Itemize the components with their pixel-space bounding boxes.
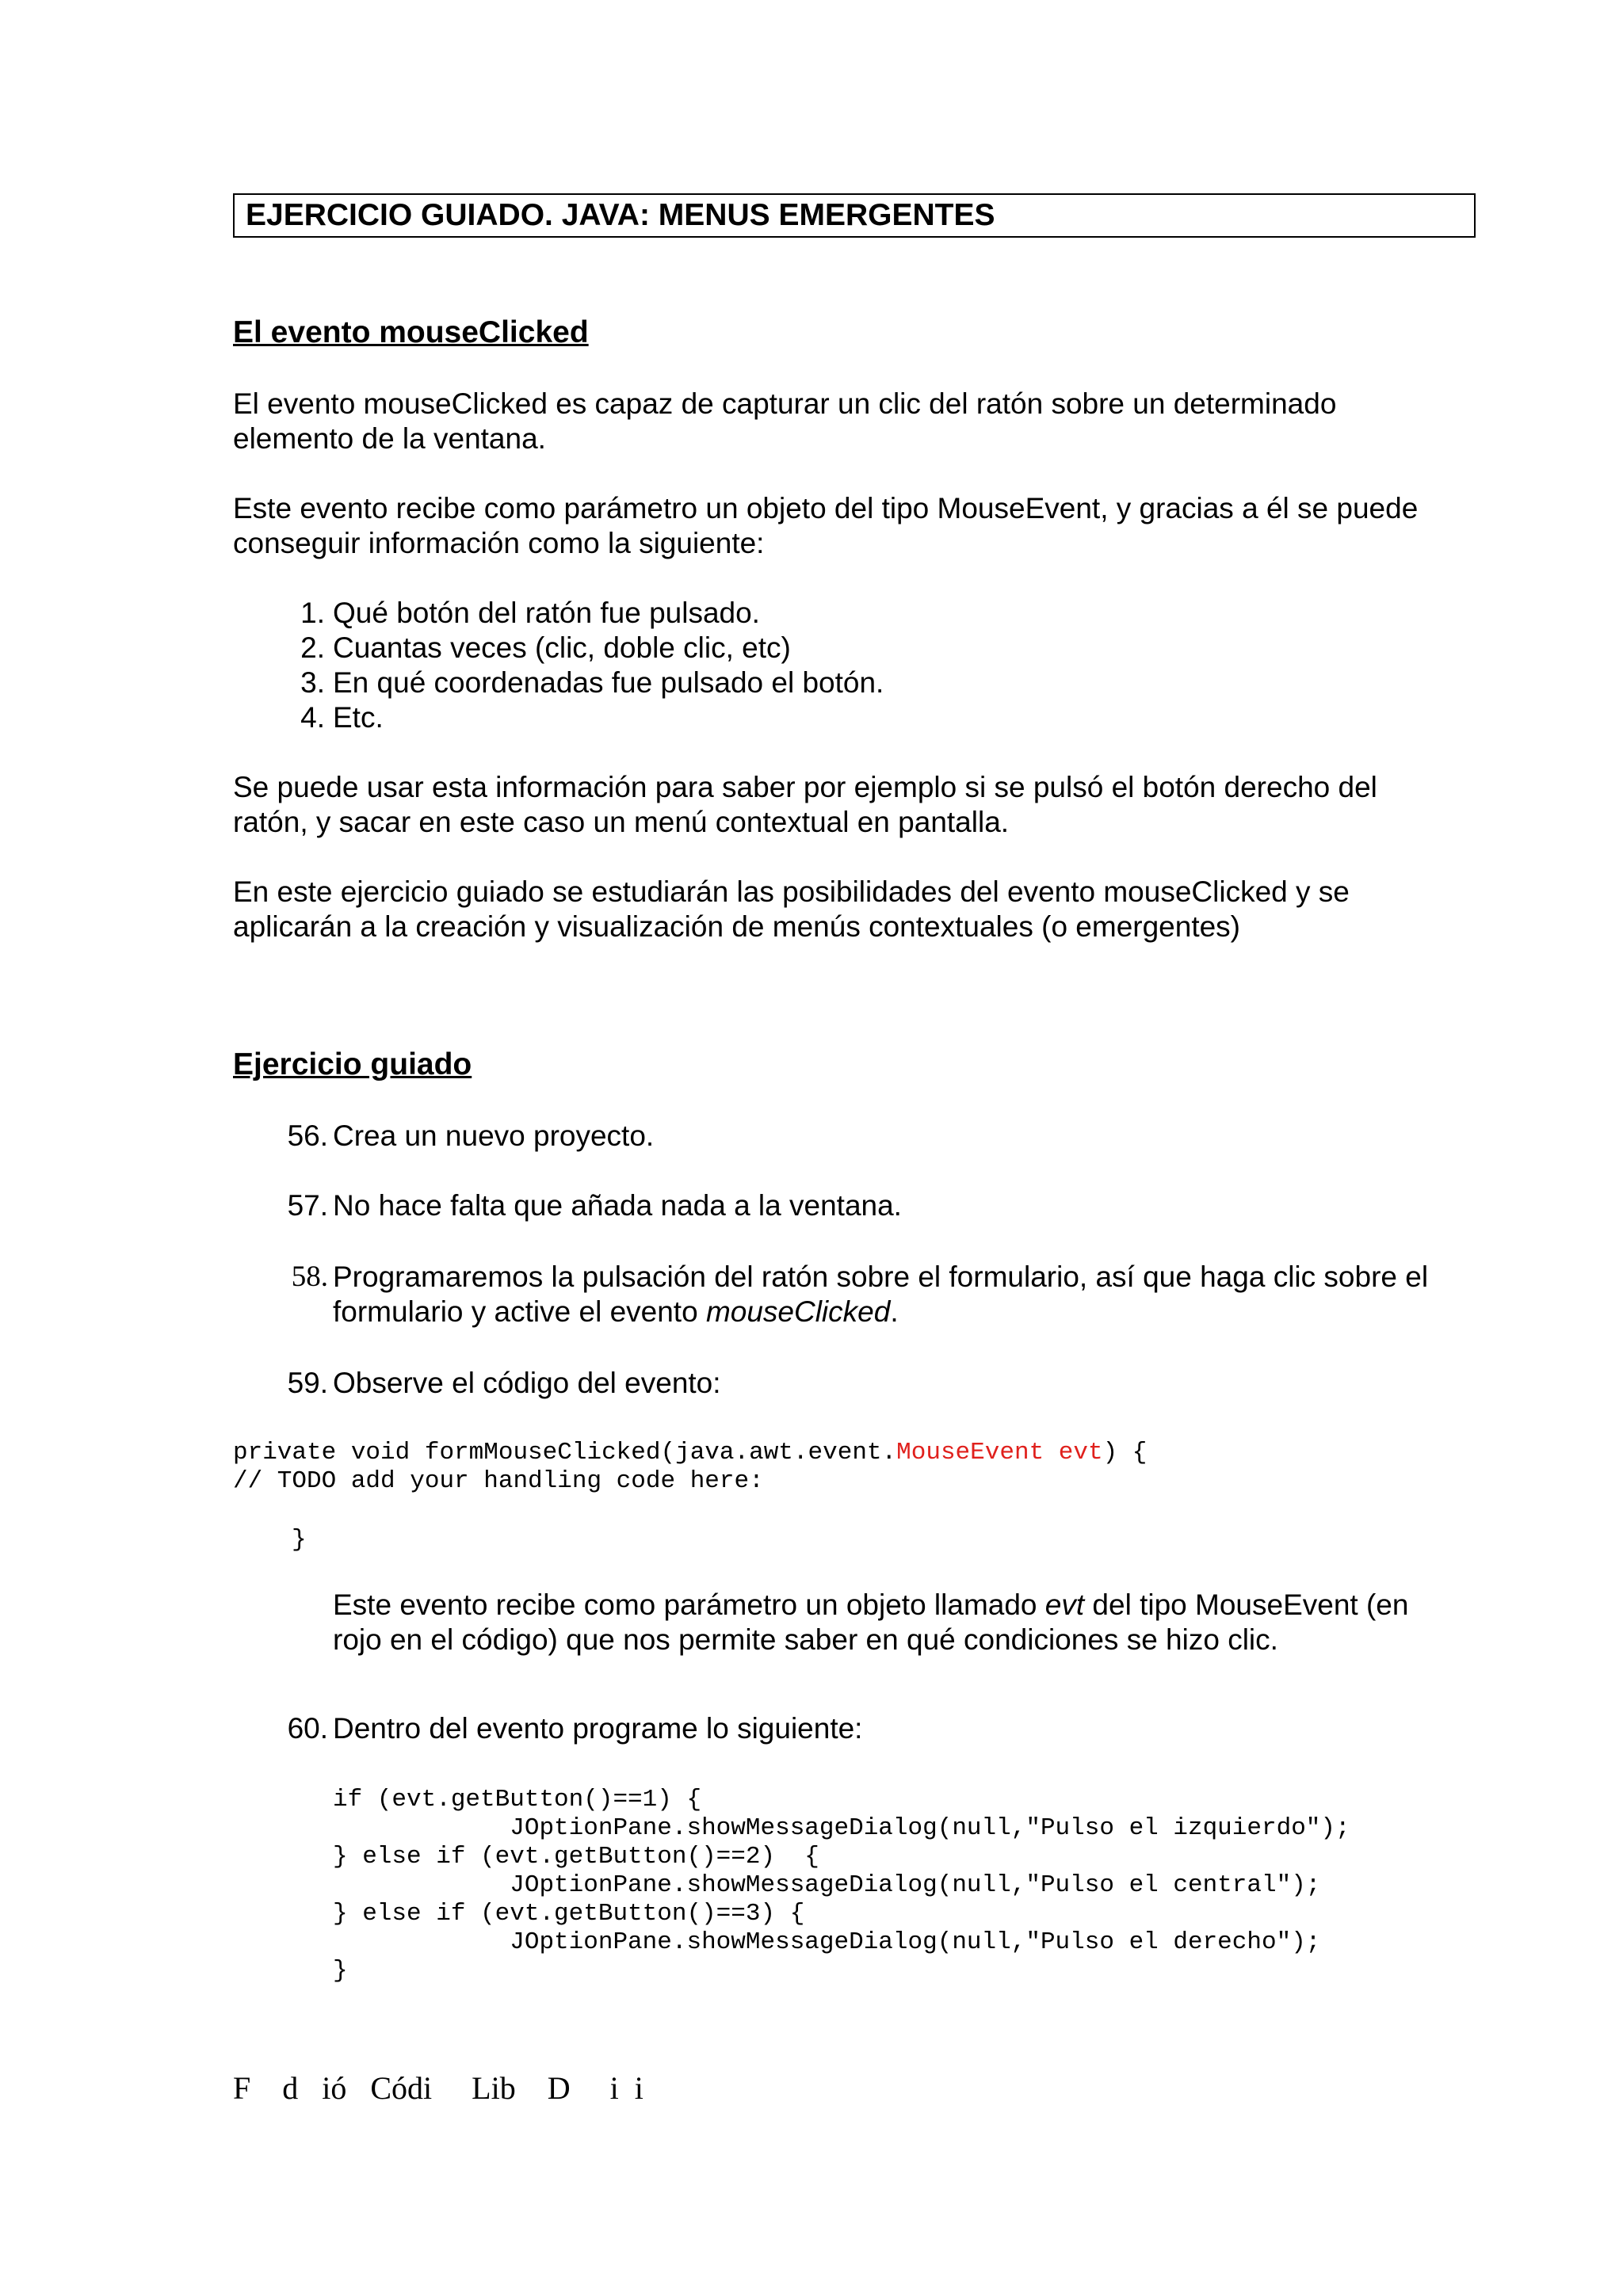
step-number: 57. <box>287 1189 328 1222</box>
list-item <box>300 596 760 631</box>
step-number: 60. <box>287 1712 328 1745</box>
step-text: formulario y active el evento <box>333 1295 706 1328</box>
step-text: Dentro del evento programe lo siguiente: <box>333 1712 863 1745</box>
step-number: 56. <box>287 1119 328 1152</box>
list-item <box>300 666 884 700</box>
page-footer: F d ió Códi Lib D i i <box>233 2070 643 2106</box>
step-56 <box>287 1119 655 1154</box>
paragraph-2-line-1: Este evento recibe como parámetro un objeto del tipo MouseEvent, y gracias a él se puede <box>233 492 1419 524</box>
paragraph-4-line-2: aplicarán a la creación y visualización de menús contextuales (o emergentes) <box>233 910 1241 943</box>
document-title: EJERCICIO GUIADO. JAVA: MENUS EMERGENTES <box>233 193 1476 238</box>
step-text: . <box>890 1295 899 1328</box>
list-item-text: Etc. <box>333 701 384 734</box>
list-item-text: En qué coordenadas fue pulsado el botón. <box>333 666 884 699</box>
code-text: ) { <box>1102 1439 1148 1466</box>
list-item <box>300 700 384 735</box>
explanation-line-1 <box>333 1588 1408 1623</box>
list-item-text: Cuantas veces (clic, doble clic, etc) <box>333 631 791 664</box>
code-line: JOptionPane.showMessageDialog(null,"Pulso el derecho"); <box>333 1928 1321 1956</box>
paragraph-3-line-1: Se puede usar esta información para saber por ejemplo si se pulsó el botón derecho del <box>233 771 1377 803</box>
code-highlight: MouseEvent evt <box>896 1439 1103 1466</box>
param-name-italic: evt <box>1044 1589 1085 1621</box>
step-text: No hace falta que añada nada a la ventana. <box>333 1189 902 1222</box>
step-59 <box>287 1366 721 1401</box>
step-number: 59. <box>287 1367 328 1399</box>
code-line: JOptionPane.showMessageDialog(null,"Pulso el central"); <box>333 1871 1321 1899</box>
code-text: private void formMouseClicked(java.awt.event. <box>233 1439 897 1466</box>
step-60 <box>287 1711 863 1746</box>
list-item-text: Qué botón del ratón fue pulsado. <box>333 597 760 629</box>
step-57 <box>287 1188 902 1223</box>
explanation-line-2: rojo en el código) que nos permite saber en qué condiciones se hizo clic. <box>333 1623 1278 1656</box>
section-heading-mouseclicked: El evento mouseClicked <box>233 315 589 349</box>
list-item <box>300 631 791 666</box>
step-58-line-2 <box>333 1295 899 1329</box>
section-heading-ejercicio-guiado: Ejercicio guiado <box>233 1047 472 1081</box>
code-line: } <box>292 1526 307 1554</box>
list-item-number: 4. <box>300 701 325 734</box>
code-line: JOptionPane.showMessageDialog(null,"Pulso el izquierdo"); <box>333 1814 1350 1842</box>
code-line: if (evt.getButton()==1) { <box>333 1786 702 1814</box>
paragraph-1-line-1: El evento mouseClicked es capaz de capturar un clic del ratón sobre un determinado <box>233 387 1337 420</box>
explanation-text: Este evento recibe como parámetro un objeto llamado <box>333 1589 1045 1621</box>
step-58 <box>291 1260 1429 1295</box>
step-number: 58. <box>291 1261 328 1293</box>
paragraph-1-line-2: elemento de la ventana. <box>233 422 546 455</box>
step-text: Programaremos la pulsación del ratón sobre el formulario, así que haga clic sobre el <box>333 1261 1429 1293</box>
code-line: // TODO add your handling code here: <box>233 1467 764 1495</box>
explanation-text: del tipo MouseEvent (en <box>1084 1589 1409 1621</box>
code-line <box>233 1439 1147 1467</box>
paragraph-3-line-2: ratón, y sacar en este caso un menú contextual en pantalla. <box>233 806 1010 838</box>
step-text: Observe el código del evento: <box>333 1367 721 1399</box>
code-line: } else if (evt.getButton()==2) { <box>333 1843 819 1871</box>
code-line: } else if (evt.getButton()==3) { <box>333 1900 805 1928</box>
list-item-number: 1. <box>300 597 325 629</box>
list-item-number: 3. <box>300 666 325 699</box>
paragraph-4-line-1: En este ejercicio guiado se estudiarán las posibilidades del evento mouseClicked y se <box>233 875 1350 908</box>
paragraph-2-line-2: conseguir información como la siguiente: <box>233 527 765 559</box>
list-item-number: 2. <box>300 631 325 664</box>
event-name-italic: mouseClicked <box>705 1295 891 1328</box>
step-text: Crea un nuevo proyecto. <box>333 1119 655 1152</box>
code-line: } <box>333 1957 348 1985</box>
